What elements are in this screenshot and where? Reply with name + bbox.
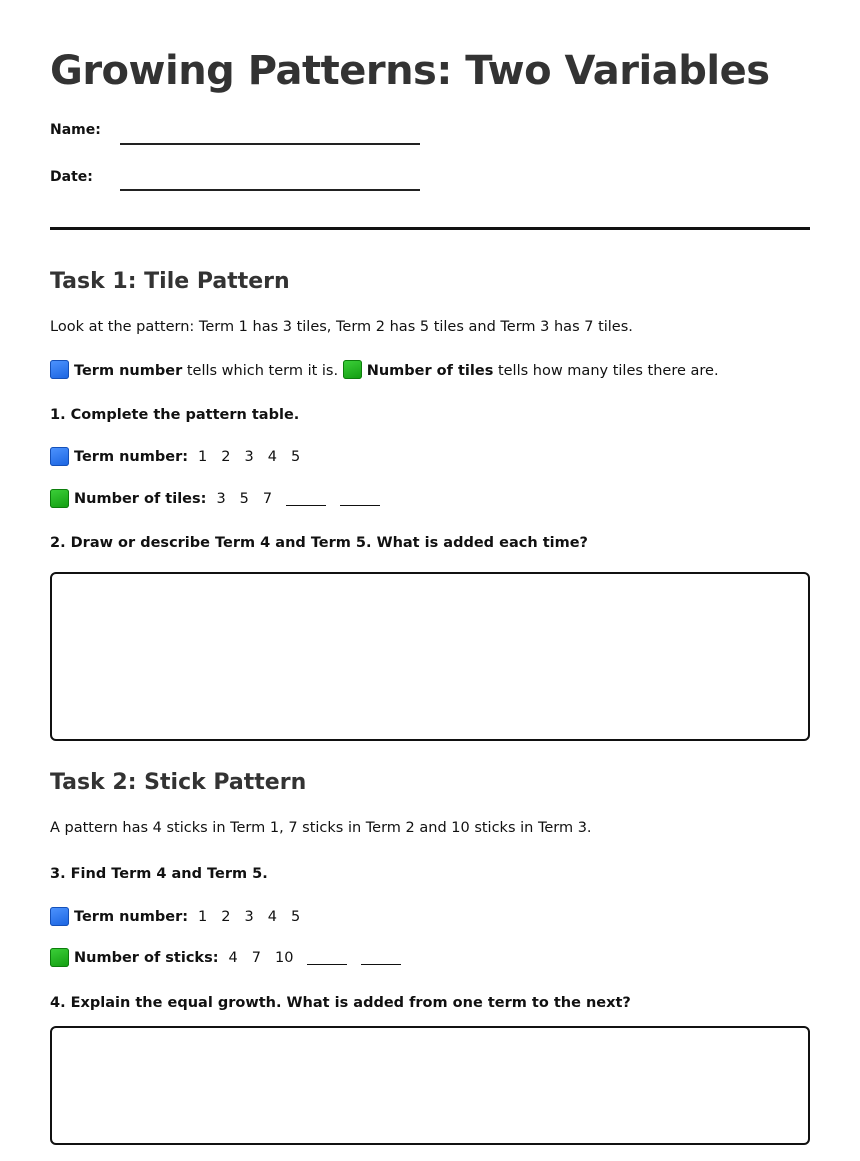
sticks-value: 4 bbox=[228, 949, 238, 966]
legend-tiles-rest: tells how many tiles there are. bbox=[493, 363, 719, 379]
tiles-blank-term5[interactable] bbox=[340, 491, 380, 506]
question-1: 1. Complete the pattern table. bbox=[50, 407, 300, 423]
term-value: 1 bbox=[198, 908, 208, 925]
question-4: 4. Explain the equal growth. What is added from one term to the next? bbox=[50, 995, 631, 1011]
question-2: 2. Draw or describe Term 4 and Term 5. What is added each time? bbox=[50, 535, 588, 551]
term-value: 5 bbox=[290, 448, 301, 465]
name-field-row bbox=[50, 122, 430, 152]
sticks-blank-term5[interactable] bbox=[361, 950, 401, 965]
task1-legend bbox=[50, 360, 719, 379]
sticks-value: 10 bbox=[274, 949, 294, 966]
answer-box-q4[interactable] bbox=[50, 1026, 810, 1145]
term-number-label: Term number: bbox=[74, 908, 189, 925]
sticks-blank-term4[interactable] bbox=[307, 950, 347, 965]
task1-heading: Task 1: Tile Pattern bbox=[50, 269, 290, 294]
term-value: 4 bbox=[267, 908, 277, 925]
legend-term-bold: Term number bbox=[74, 363, 183, 379]
term-value: 5 bbox=[290, 908, 301, 925]
blue-square-icon bbox=[50, 907, 69, 926]
date-field-row bbox=[50, 169, 430, 199]
header-divider bbox=[50, 227, 810, 230]
term-value: 4 bbox=[267, 448, 277, 465]
date-label: Date: bbox=[50, 169, 93, 185]
task2-sticks-row bbox=[50, 948, 415, 967]
term-values bbox=[198, 449, 314, 465]
task2-heading: Task 2: Stick Pattern bbox=[50, 770, 307, 795]
number-of-sticks-label: Number of sticks: bbox=[74, 949, 219, 966]
sticks-values bbox=[229, 950, 416, 966]
tiles-values bbox=[216, 491, 394, 507]
number-of-tiles-label: Number of tiles: bbox=[74, 490, 207, 507]
date-line[interactable] bbox=[120, 189, 420, 191]
term-value: 1 bbox=[198, 448, 208, 465]
term-value: 3 bbox=[244, 908, 254, 925]
term-value: 2 bbox=[221, 448, 231, 465]
task2-term-row bbox=[50, 907, 314, 926]
task1-tiles-row bbox=[50, 489, 394, 508]
green-square-icon bbox=[50, 489, 69, 508]
legend-tiles-bold: Number of tiles bbox=[366, 363, 494, 379]
sticks-value: 7 bbox=[251, 949, 261, 966]
tiles-value: 7 bbox=[262, 490, 273, 507]
term-value: 3 bbox=[244, 448, 254, 465]
blue-square-icon bbox=[50, 447, 69, 466]
term-number-label: Term number: bbox=[74, 448, 189, 465]
question-3: 3. Find Term 4 and Term 5. bbox=[50, 866, 268, 882]
task1-intro: Look at the pattern: Term 1 has 3 tiles, Term 2 has 5 tiles and Term 3 has 7 tiles. bbox=[50, 319, 633, 335]
name-line[interactable] bbox=[120, 143, 420, 145]
tiles-blank-term4[interactable] bbox=[286, 491, 326, 506]
task2-intro: A pattern has 4 sticks in Term 1, 7 sticks in Term 2 and 10 sticks in Term 3. bbox=[50, 820, 592, 836]
answer-box-q2[interactable] bbox=[50, 572, 810, 741]
blue-square-icon bbox=[50, 360, 69, 379]
term-value: 2 bbox=[221, 908, 231, 925]
green-square-icon bbox=[343, 360, 362, 379]
term-values bbox=[198, 909, 314, 925]
tiles-value: 5 bbox=[239, 490, 249, 507]
name-label: Name: bbox=[50, 122, 101, 138]
tiles-value: 3 bbox=[216, 490, 226, 507]
page-title: Growing Patterns: Two Variables bbox=[50, 48, 770, 94]
green-square-icon bbox=[50, 948, 69, 967]
legend-term-rest: tells which term it is. bbox=[182, 363, 343, 379]
task1-term-row bbox=[50, 447, 314, 466]
